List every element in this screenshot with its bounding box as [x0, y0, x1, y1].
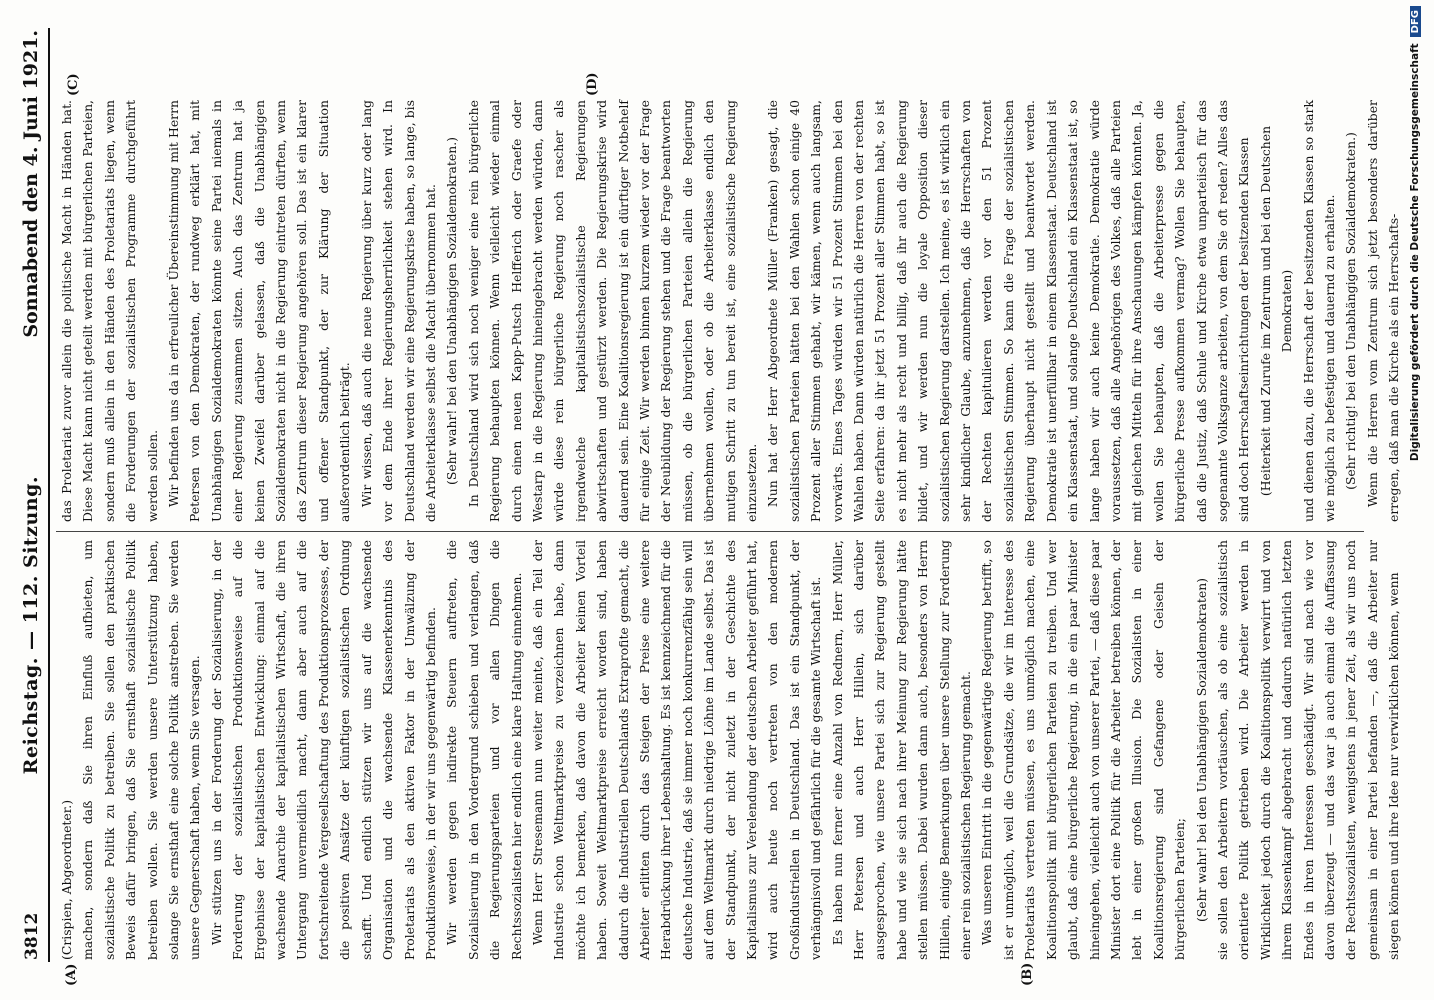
left-paragraph: sie sollen den Arbeitern vortäuschen, als ob eine sozialistisch orientierte Politik getrieben wird. Die Arbeiter werden in Wirklichkeit jedoch durch die Koalitionspolitik verwirrt und von ihrem Klassenkampf abgebracht und dadurch natürlich letzten Endes in ihren Interessen geschädigt. Wir sind nach wie vor davon überzeugt — und das war ja auch einmal die Auffassung der Rechtssozialisten, wenigstens in jener Zeit, als wir uns noch gemeinsam in einer Partei befanden —, daß die Arbeiter nur siegen können und ihre Idee nur verwirklichen können, wenn: [1214, 540, 1402, 960]
right-paragraph: und dienen dazu, die Herrschaft der besitzenden Klassen so stark wie möglich zu befestigen und dauernd zu erhalten.: [1300, 100, 1337, 522]
right-paragraph: Wir befinden uns da in erfreulicher Übereinstimmung mit Herrn Petersen von den Demokraten, der rundweg erklärt hat, mit Unabhängigen Sozialdemokraten könnte seine Partei niemals in einer Regierung zusammen sitzen. Auch das Zentrum hat ja keinen Zweifel darüber gelassen, daß die Unabhängigen Sozialdemokraten nicht in die Regierung eintreten dürften, wenn das Zentrum dieser Regierung angehören soll. Das ist ein klarer und offener Standpunkt, der zur Klärung der Situation außerordentlich beiträgt.: [166, 100, 353, 522]
right-paragraph: (Sehr richtig! bei den Unabhängigen Sozialdemokraten.): [1343, 132, 1359, 490]
dfg-logo: DFG: [1410, 6, 1421, 37]
margin-mark-c: (C): [66, 73, 81, 96]
page-header: [8, 30, 42, 960]
digitization-credit: [1404, 0, 1426, 1000]
left-paragraph: Wir werden gegen indirekte Steuern auftreten, die Sozialisierung in den Vordergrund schieben und verlangen, daß die Regierungsparteien und vor allen Dingen die Rechtssozialisten hier endlich eine klare Haltung einnehmen.: [444, 540, 524, 960]
text-column-left: [56, 540, 1402, 960]
right-paragraph: In Deutschland wird sich noch weniger eine rein bürgerliche Regierung behaupten können. Wenn vielleicht wieder einmal durch einen neuen Kapp-Putsch Helfferich oder Graefe oder Westarp in die Regierung hineingebracht werden würden, dann würde diese rein bürgerliche Regierung noch rascher als irgendwelche kapitalistischsozialistische Regierungen abwirtschaften und gestürzt werden. Die Regierungskrise wird dauernd sein. Eine Koalitionsregierung ist ein dürftiger Notbehelf für einige Zeit. Wir werden binnen kurzem wieder vor der Frage der Neubildung der Regierung stehen und die Frage beantworten müssen, ob die bürgerlichen Parteien allein die Regierung übernehmen wollen, oder ob die Arbeiterklasse endlich den mutigen Schritt zu tun bereit ist, eine sozialistische Regierung einzusetzen.: [465, 100, 759, 522]
page-number: 3812: [22, 912, 42, 960]
right-paragraph: Wir wissen, daß auch die neue Regierung über kurz oder lang vor dem Ende ihrer Regierungsherrlichkeit stehen wird. In Deutschland werden wir eine Regierungskrise haben, so lange, bis die Arbeiterklasse selbst die Macht übernommen hat.: [358, 100, 438, 522]
right-paragraph: (Sehr wahr! bei den Unabhängigen Sozialdemokraten.): [444, 137, 460, 485]
column-divider: [56, 531, 1364, 532]
left-paragraph: (Sehr wahr! bei den Unabhängigen Sozialdemokraten): [1193, 577, 1209, 923]
left-paragraph: Was unseren Eintritt in die gegenwärtige Regierung betrifft, so ist er unmöglich, weil die Grundsätze, die wir im Interesse des Proletariats vertreten müssen, es uns unmöglich machen, eine Koalitionspolitik mit bürgerlichen Parteien zu treiben. Und wer glaubt, daß eine bürgerliche Regierung, in die ein paar Minister hineingehen, vielleicht auch von unserer Partei, — daß diese paar Minister dort eine Politik für die Arbeiter betreiben können, der lebt in einer großen Illusion. Die Sozialisten in einer Koalitionsregierung sind Gefangene oder Geiseln der bürgerlichen Parteien;: [979, 540, 1188, 960]
running-title: Reichstag. — 112. Sitzung.: [20, 475, 42, 775]
digitization-note: Digitalisierung gefördert durch die Deutsche Forschungsgemeinschaft: [1409, 43, 1421, 462]
right-paragraph: das Proletariat zuvor allein die politische Macht in Händen hat. Diese Macht kann nicht geteilt werden mit bürgerlichen Parteien, sondern muß allein in den Händen des Proletariats liegen, wenn die Forderungen der sozialistischen Programme durchgeführt werden sollen.: [59, 100, 160, 522]
left-paragraph: Wir stützen uns in der Forderung der Sozialisierung, in der Forderung der sozialistischen Produktionsweise auf die Ergebnisse der kapitalistischen Entwicklung: einmal auf die wachsende Anarchie der kapitalistischen Wirtschaft, die ihren Untergang unvermeidlich macht, dann aber auch auf die fortschreitende Vergesellschaftung des Produktionsprozesses, der die positiven Ansätze der künftigen sozialistischen Ordnung schafft. Und endlich stützen wir uns auf die wachsende Organisation und die wachsende Klassenerkenntnis des Proletariats als den aktiven Faktor in der Umwälzung der Produktionsweise, in der wir uns gegenwärtig befinden.: [208, 540, 438, 960]
left-paragraph: machen, sondern daß Sie ihren Einfluß aufbieten, um sozialistische Politik zu betreiben. Sie sollen den praktischen Beweis dafür bringen, daß Sie ernsthaft sozialistische Politik betreiben wollen. Sie werden unsere Unterstützung haben, solange Sie ernsthaft eine solche Politik anstreben. Sie werden unsere Gegnerschaft haben, wenn Sie versagen.: [80, 540, 203, 960]
left-paragraph: (Crispien, Abgeordneter.): [59, 799, 74, 960]
text-column-right: [56, 100, 1402, 522]
right-paragraph: Wenn die Herren vom Zentrum sich jetzt besonders darüber erregen, daß man die Kirche als ein Herrschafts-: [1364, 100, 1402, 522]
header-rule: [48, 28, 50, 962]
right-paragraph: Nun hat der Herr Abgeordnete Müller (Franken) gesagt, die sozialistischen Parteien hätten bei den Wahlen schon einige 40 Prozent aller Stimmen gehabt, wir kämen, wenn auch langsam, vorwärts. Eines Tages würden wir 51 Prozent Stimmen bei den Wahlen haben. Dann würden natürlich die Herren von der rechten Seite erfahren: da ihr jetzt 51 Prozent aller Stimmen habt, so ist es nicht mehr als recht und billig, daß ihr auch die Regierung bildet, und wir werden nun die loyale Opposition dieser sozialistischen Regierung darstellen. Ich meine, es ist wirklich ein sehr kindlicher Glaube, anzunehmen, daß die Herrschaften von der Rechten kapitulieren werden vor den 51 Prozent sozialistischen Stimmen. So kann die Frage der sozialistischen Regierung überhaupt nicht gestellt und beantwortet werden. Demokratie ist unerfüllbar in einem Klassenstaat. Deutschland ist ein Klassenstaat, und solange Deutschland ein Klassenstaat ist, so lange haben wir auch keine Demokratie. Demokratie würde voraussetzen, daß alle Angehörigen des Volkes, daß alle Parteien mit gleichen Mitteln für ihre Anschauungen kämpfen könnten. Ja, wollen Sie behaupten, daß die Arbeiterpresse gegen die bürgerliche Presse aufkommen vermag? Wollen Sie behaupten, daß die Justiz, daß Schule und Kirche etwa unparteiisch für das sogenannte Volksganze arbeiten, von dem Sie oft reden? Alles das sind doch Herrschaftseinrichtungen der besitzenden Klassen: [765, 100, 1252, 522]
margin-mark-d: (D): [585, 72, 600, 96]
left-paragraph: Es haben nun ferner eine Anzahl von Rednern, Herr Müller, Herr Petersen und auch Herr Hillein, sich darüber ausgesprochen, wie unsere Partei sich zur Regierung gestellt habe und wie sie sich nach ihrer Meinung zur Regierung hätte stellen müssen. Dabei wurden dann auch, besonders von Herrn Hillein, einige Bemerkungen über unsere Stellung zur Forderung einer rein sozialistischen Regierung gemacht.: [829, 540, 974, 960]
right-paragraph: (Heiterkeit und Zurufe im Zentrum und bei den Deutschen Demokraten): [1257, 125, 1295, 497]
margin-mark-b: (B): [1020, 962, 1035, 986]
left-paragraph: Wenn Herr Stresemann nun weiter meinte, daß ein Teil der Industrie schon Weltmarktpreise zu verzeichnen habe, dann möchte ich bemerken, daß davon die Arbeiter keinen Vorteil haben. Soweit Weltmarktpreise erreicht worden sind, haben dadurch die Industriellen Deutschlands Extraprofite gemacht, die Arbeiter erlitten durch das Steigen der Preise eine weitere Herabdrückung ihrer Lebenshaltung. Es ist kennzeichnend für die deutsche Industrie, daß sie immer noch konkurrenzfähig sein will auf dem Weltmarkt durch niedrige Löhne im Lande selbst. Das ist der Standpunkt, der nicht zuletzt in der Geschichte des Kapitalismus zur Verelendung der deutschen Arbeiter geführt hat, wird auch heute noch vertreten von den modernen Großindustriellen in Deutschland. Das ist ein Standpunkt, der verhängnisvoll und gefährlich für die gesamte Wirtschaft ist.: [529, 540, 824, 960]
session-date: Sonnabend den 4. Juni 1921.: [20, 30, 42, 338]
margin-mark-a: (A): [64, 963, 79, 986]
